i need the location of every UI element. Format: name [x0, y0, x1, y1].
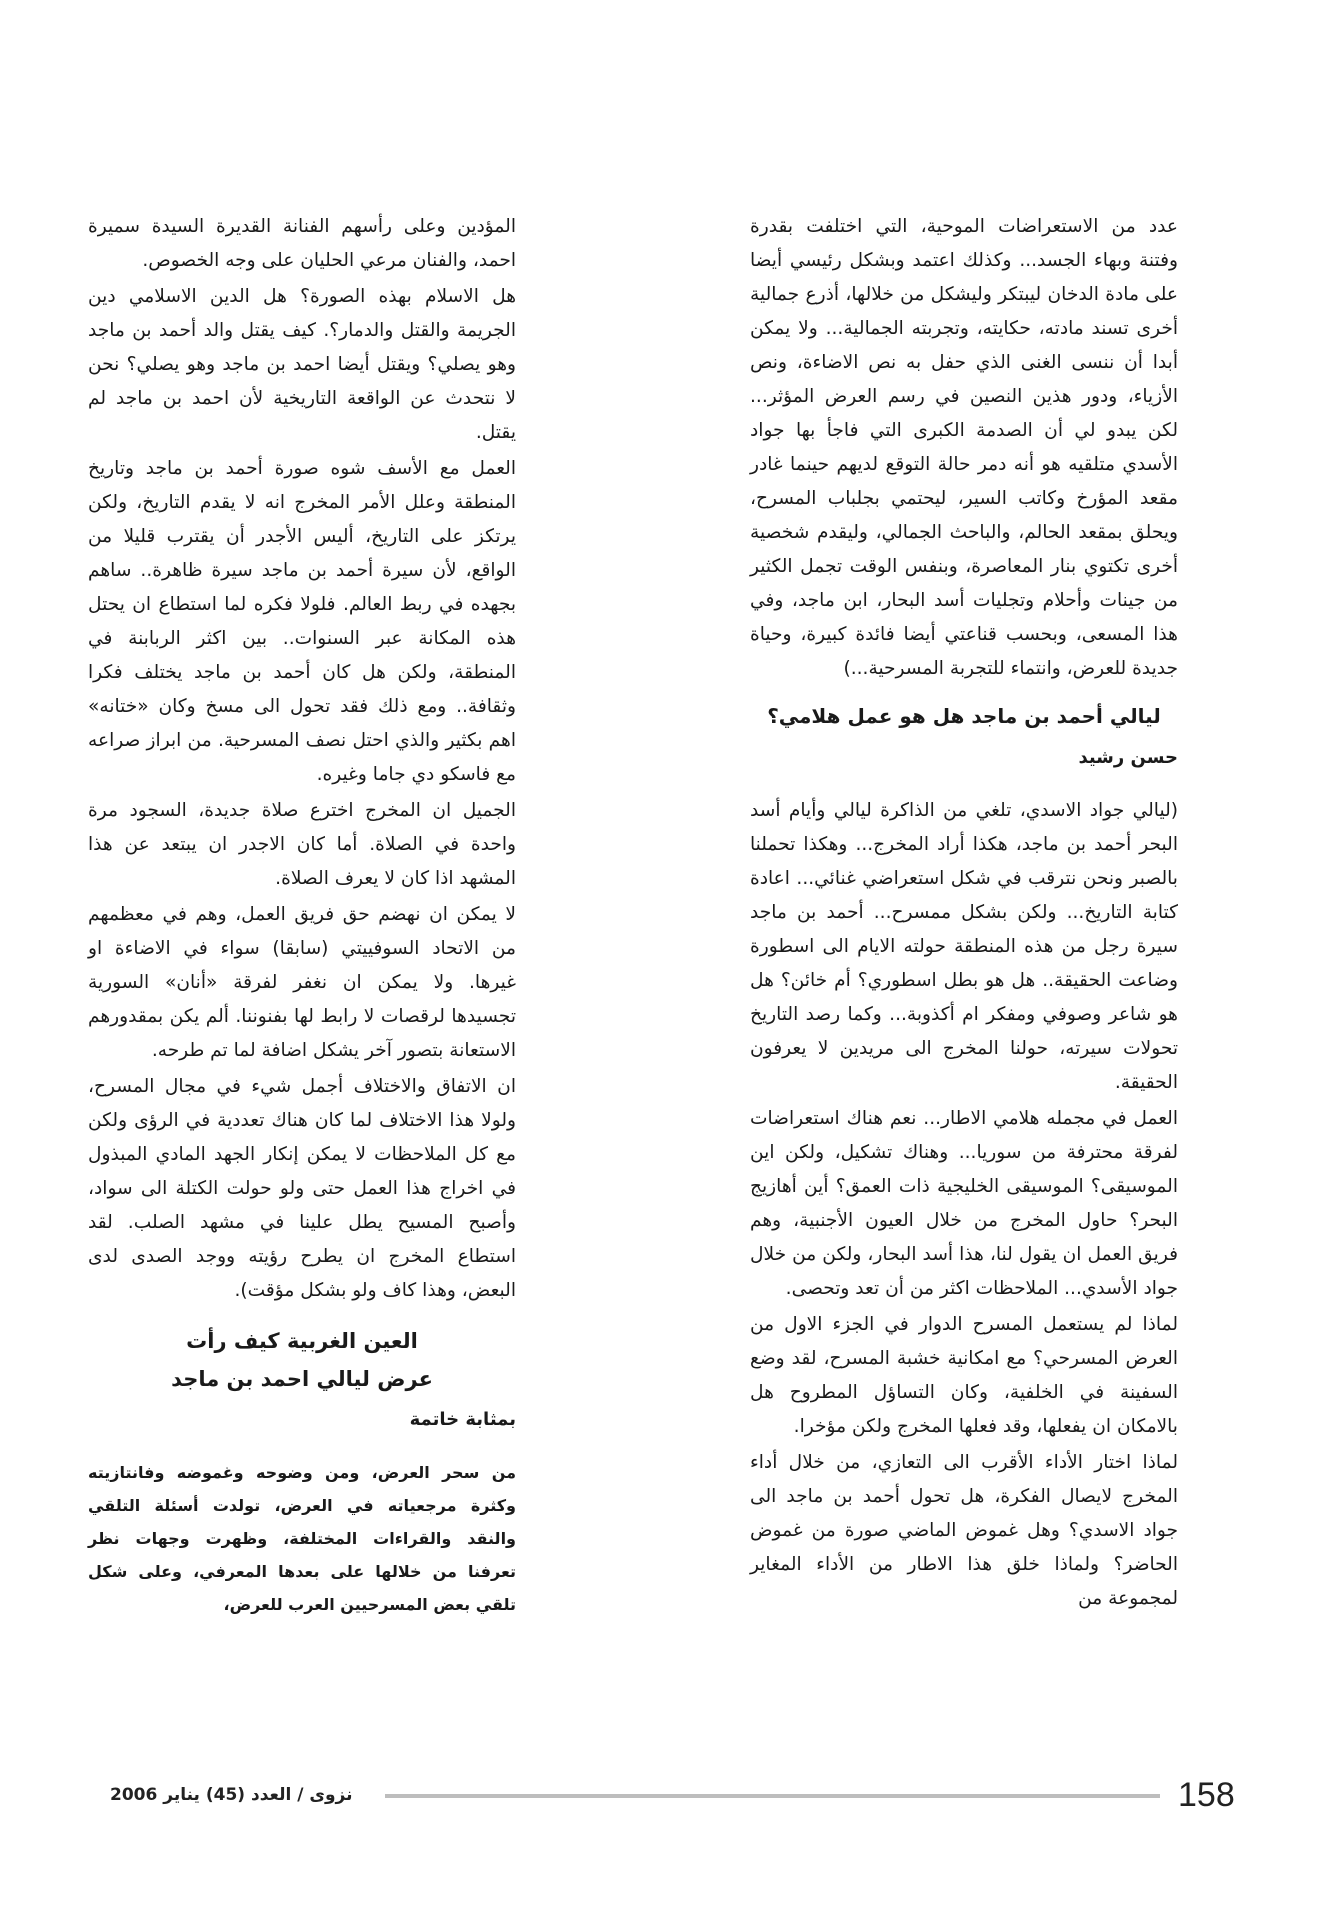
body-paragraph: لا يمكن ان نهضم حق فريق العمل، وهم في معظمهم من الاتحاد السوفييتي (سابقا) سواء في الاضاءة او غيرها. ولا يمكن ان نغفر لفرقة «أنان» السورية تجسيدها لرقصات لا رابط لها بفنوننا. ألم يكن بمقدورهم الاستعانة بتصور آخر يشكل اضافة لما تم طرحه.	[88, 904, 516, 1061]
body-paragraph: هل الاسلام بهذه الصورة؟ هل الدين الاسلامي دين الجريمة والقتل والدمار؟. كيف يقتل والد أحمد بن ماجد وهو يصلي؟ ويقتل أيضا احمد بن ماجد وهو يصلي؟ نحن لا نتحدث عن الواقعة التاريخية لأن احمد بن ماجد لم يقتل.	[88, 286, 516, 443]
body-paragraph: العمل مع الأسف شوه صورة أحمد بن ماجد وتاريخ المنطقة وعلل الأمر المخرج انه لا يقدم التاريخ، ولكن يرتكز على التاريخ، أليس الأجدر أن يقترب قليلا من الواقع، لأن سيرة أحمد بن ماجد سيرة ظاهرة.. ساهم بجهده في ربط العالم. فلولا فكره لما استطاع ان يحتل هذه المكانة عبر السنوات.. بين اكثر الربابنة في المنطقة، ولكن هل كان أحمد بن ماجد يختلف فكرا وثقافة.. ومع ذلك فقد تحول الى مسخ وكان «ختانه» اهم بكثير والذي احتل نصف المسرحية. من ابراز صراعه مع فاسكو دي جاما وغيره.	[88, 458, 516, 785]
page-number: 158	[1178, 1776, 1235, 1814]
body-paragraph: الجميل ان المخرج اخترع صلاة جديدة، السجود مرة واحدة في الصلاة. أما كان الاجدر ان يبتعد عن هذا المشهد اذا كان لا يعرف الصلاة.	[88, 800, 516, 889]
section-title	[88, 1322, 516, 1398]
right-column	[750, 210, 1178, 1618]
body-paragraph: لماذا لم يستعمل المسرح الدوار في الجزء الاول من العرض المسرحي؟ مع امكانية خشبة المسرح، لقد وضع السفينة في الخلفية، وكان التساؤل المطروح هل بالامكان ان يفعلها، وقد فعلها المخرج ولكن مؤخرا.	[750, 1314, 1178, 1437]
left-column	[88, 210, 516, 1623]
section-title-line: العين الغربية كيف رأت	[186, 1329, 418, 1353]
article-heading: ليالي أحمد بن ماجد هل هو عمل هلامي؟	[767, 704, 1161, 728]
body-paragraph: ان الاتفاق والاختلاف أجمل شيء في مجال المسرح، ولولا هذا الاختلاف لما كان هناك تعددية في الرؤى ولكن مع كل الملاحظات لا يمكن إنكار الجهد المادي المبذول في اخراج هذا العمل حتى ولو حولت الكتلة الى سواد، وأصبح المسيح يطل علينا في مشهد الصلب. لقد استطاع المخرج ان يطرح رؤيته ووجد الصدى لدى البعض، وهذا كاف ولو بشكل مؤقت).	[88, 1076, 516, 1301]
body-paragraph: العمل في مجمله هلامي الاطار... نعم هناك استعراضات لفرقة محترفة من سوريا... وهناك تشكيل، ولكن اين الموسيقى؟ الموسيقى الخليجية ذات العمق؟ أين أهازيج البحر؟ حاول المخرج من خلال العيون الأجنبية، وهم فريق العمل ان يقول لنا، هذا أسد البحار، ولكن من خلال جواد الأسدي... الملاحظات اكثر من أن تعد وتحصى.	[750, 1108, 1178, 1299]
body-paragraph: المؤدين وعلى رأسهم الفنانة القديرة السيدة سميرة احمد، والفنان مرعي الحليان على وجه الخصوص.	[88, 216, 516, 271]
body-paragraph: لماذا اختار الأداء الأقرب الى التعازي، من خلال أداء المخرج لايصال الفكرة، هل تحول أحمد بن ماجد الى جواد الاسدي؟ وهل غموض الماضي صورة من غموض الحاضر؟ ولماذا خلق هذا الاطار من الأداء المغاير لمجموعة من	[750, 1452, 1178, 1609]
page-footer	[0, 1770, 1332, 1820]
section-title-line: عرض ليالي احمد بن ماجد	[171, 1367, 433, 1391]
footer-divider	[385, 1794, 1160, 1798]
conclusion-label: بمثابة خاتمة	[409, 1409, 516, 1430]
conclusion-paragraph: من سحر العرض، ومن وضوحه وغموضه وفانتازيته وكثرة مرجعياته في العرض، تولدت أسئلة التلقي والنقد والقراءات المختلفة، وظهرت وجهات نظر تعرفنا من خلالها على بعدها المعرفي، وعلى شكل تلقي بعض المسرحيين العرب للعرض،	[88, 1463, 516, 1614]
body-paragraph: (ليالي جواد الاسدي، تلغي من الذاكرة ليالي وأيام أسد البحر أحمد بن ماجد، هكذا أراد المخرج... وهكذا تحملنا بالصبر ونحن نترقب في شكل استعراضي غنائي... اعادة كتابة التاريخ... ولكن بشكل ممسرح... أحمد بن ماجد سيرة رجل من هذه المنطقة حولته الايام الى اسطورة وضاعت الحقيقة.. هل هو بطل اسطوري؟ أم خائن؟ هل هو شاعر وصوفي ومفكر ام أكذوبة... وكما رصد التاريخ تحولات سيرته، حولنا المخرج الى مريدين لا يعرفون الحقيقة.	[750, 800, 1178, 1093]
issue-info: نزوى / العدد (45) يناير 2006	[110, 1785, 353, 1805]
article-author: حسن رشيد	[1078, 747, 1178, 768]
intro-paragraph: عدد من الاستعراضات الموحية، التي اختلفت بقدرة وفتنة وبهاء الجسد... وكذلك اعتمد وبشكل رئيسي أيضا على مادة الدخان ليبتكر وليشكل من خلالها، أذرع جمالية أخرى تسند مادته، حكايته، وتجربته الجمالية... ولا يمكن أبدا أن ننسى الغنى الذي حفل به نص الاضاءة، ونص الأزياء، ودور هذين النصين في رسم العرض المؤثر... لكن يبدو لي أن الصدمة الكبرى التي فاجأ بها جواد الأسدي متلقيه هو أنه دمر حالة التوقع لديهم حينما غادر مقعد المؤرخ وكاتب السير، ليحتمي بجلباب المسرح، ويحلق بمقعد الحالم، والباحث الجمالي، وليقدم شخصية أخرى تكتوي بنار المعاصرة، وبنفس الوقت تجمل الكثير من جينات وأحلام وتجليات أسد البحار، ابن ماجد، وفي هذا المسعى، وبحسب قناعتي أيضا فائدة كبيرة، وحياة جديدة للعرض، وانتماء للتجربة المسرحية...)	[750, 216, 1178, 679]
